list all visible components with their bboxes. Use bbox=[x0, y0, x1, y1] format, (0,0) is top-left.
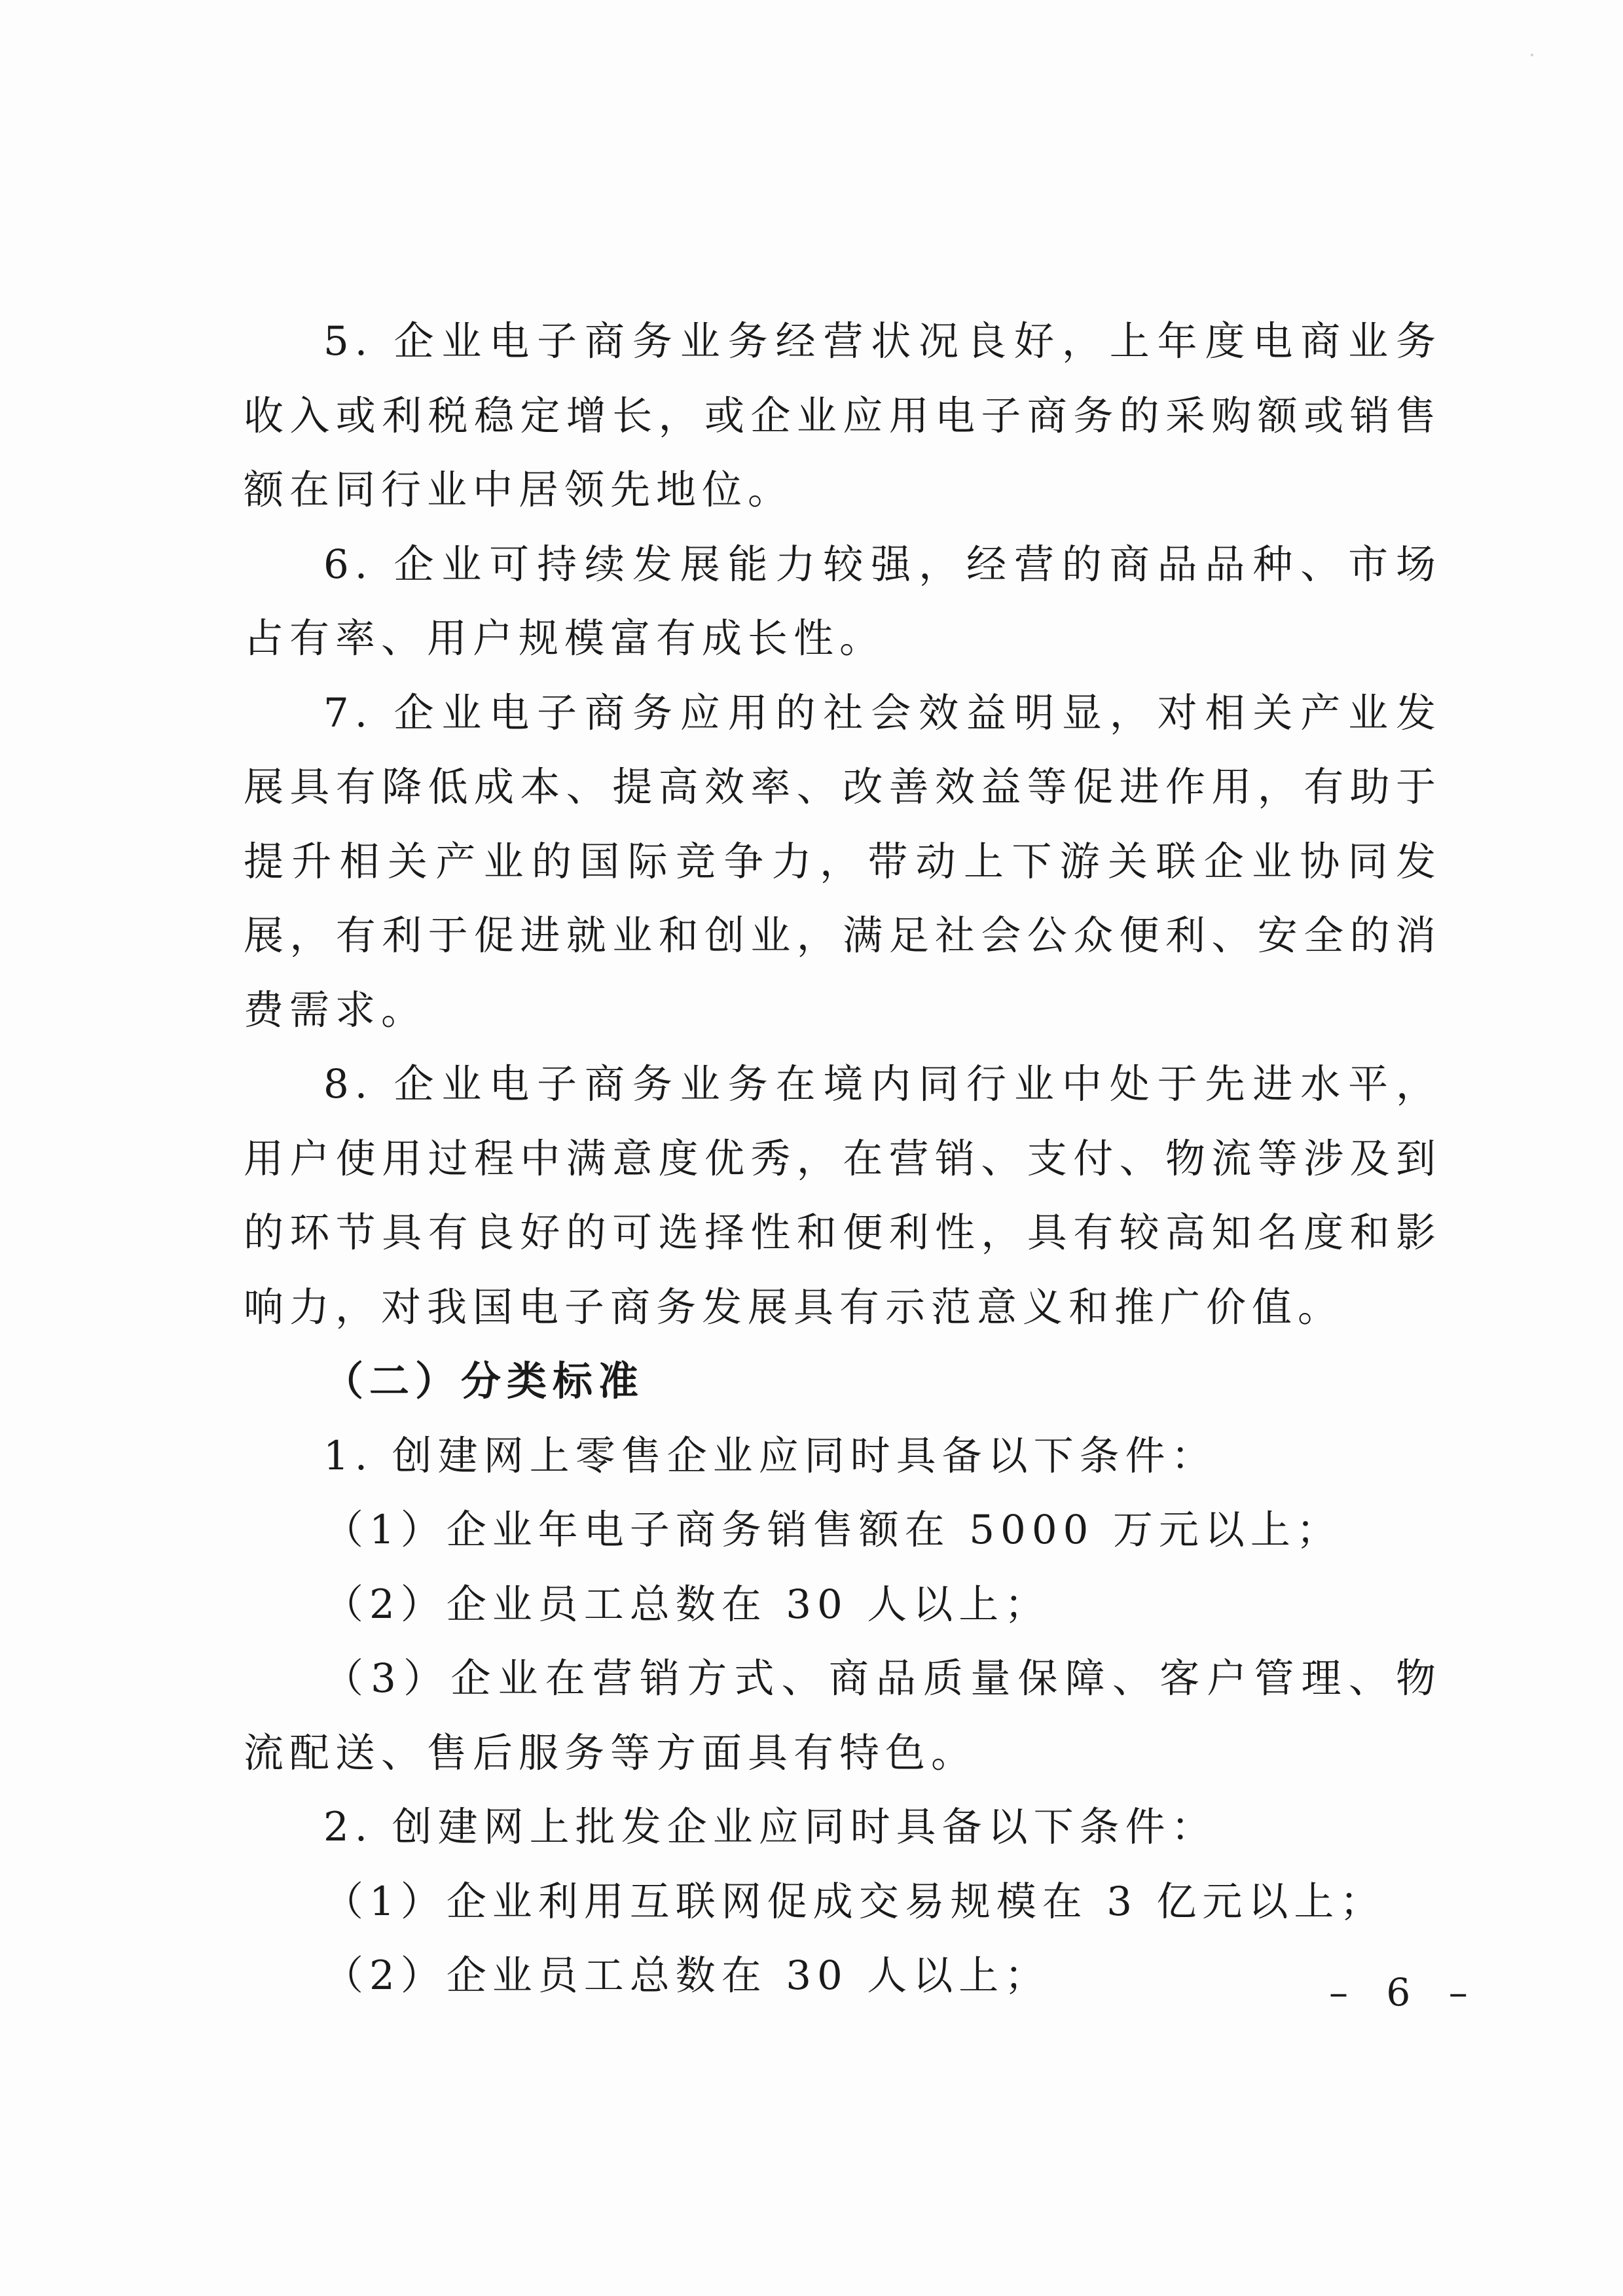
paragraph-retail-intro: 1. 创建网上零售企业应同时具备以下条件： bbox=[323, 1432, 1217, 1479]
scan-speck bbox=[1531, 54, 1533, 56]
paragraph-criterion-7: 7. 企业电子商务应用的社会效益明显，对相关产业发展具有降低成本、提高效率、改善效益等促进作用，有助于提升相关产业的国际竞争力，带动上下游关联企业协同发展，有利于促进就业和创业，满足社会公众便利、安全的消费需求。 bbox=[244, 689, 1442, 1033]
document-body bbox=[244, 304, 1442, 2013]
paragraph-wholesale-item-2: （2）企业员工总数在 30 人以上； bbox=[323, 1952, 1051, 1999]
paragraph-retail-item-3: （3）企业在营销方式、商品质量保障、客户管理、物流配送、售后服务等方面具有特色。 bbox=[244, 1655, 1442, 1776]
paragraph-criterion-8: 8. 企业电子商务业务在境内同行业中处于先进水平，用户使用过程中满意度优秀，在营销、支付、物流等涉及到的环节具有良好的可选择性和便利性，具有较高知名度和影响力，对我国电子商务发展具有示范意义和推广价值。 bbox=[244, 1061, 1442, 1331]
paragraph-criterion-5: 5. 企业电子商务业务经营状况良好，上年度电商业务收入或利税稳定增长，或企业应用电子商务的采购额或销售额在同行业中居领先地位。 bbox=[244, 318, 1442, 513]
paragraph-criterion-6: 6. 企业可持续发展能力较强，经营的商品品种、市场占有率、用户规模富有成长性。 bbox=[244, 541, 1442, 662]
paragraph-retail-item-1: （1）企业年电子商务销售额在 5000 万元以上； bbox=[323, 1507, 1342, 1553]
paragraph-retail-item-2: （2）企业员工总数在 30 人以上； bbox=[323, 1581, 1051, 1628]
paragraph-wholesale-intro: 2. 创建网上批发企业应同时具备以下条件： bbox=[323, 1804, 1217, 1850]
section-heading-classification: （二）分类标准 bbox=[323, 1358, 645, 1405]
page-number: – 6 – bbox=[1329, 1970, 1481, 2015]
paragraph-wholesale-item-1: （1）企业利用互联网促成交易规模在 3 亿元以上； bbox=[323, 1878, 1386, 1925]
